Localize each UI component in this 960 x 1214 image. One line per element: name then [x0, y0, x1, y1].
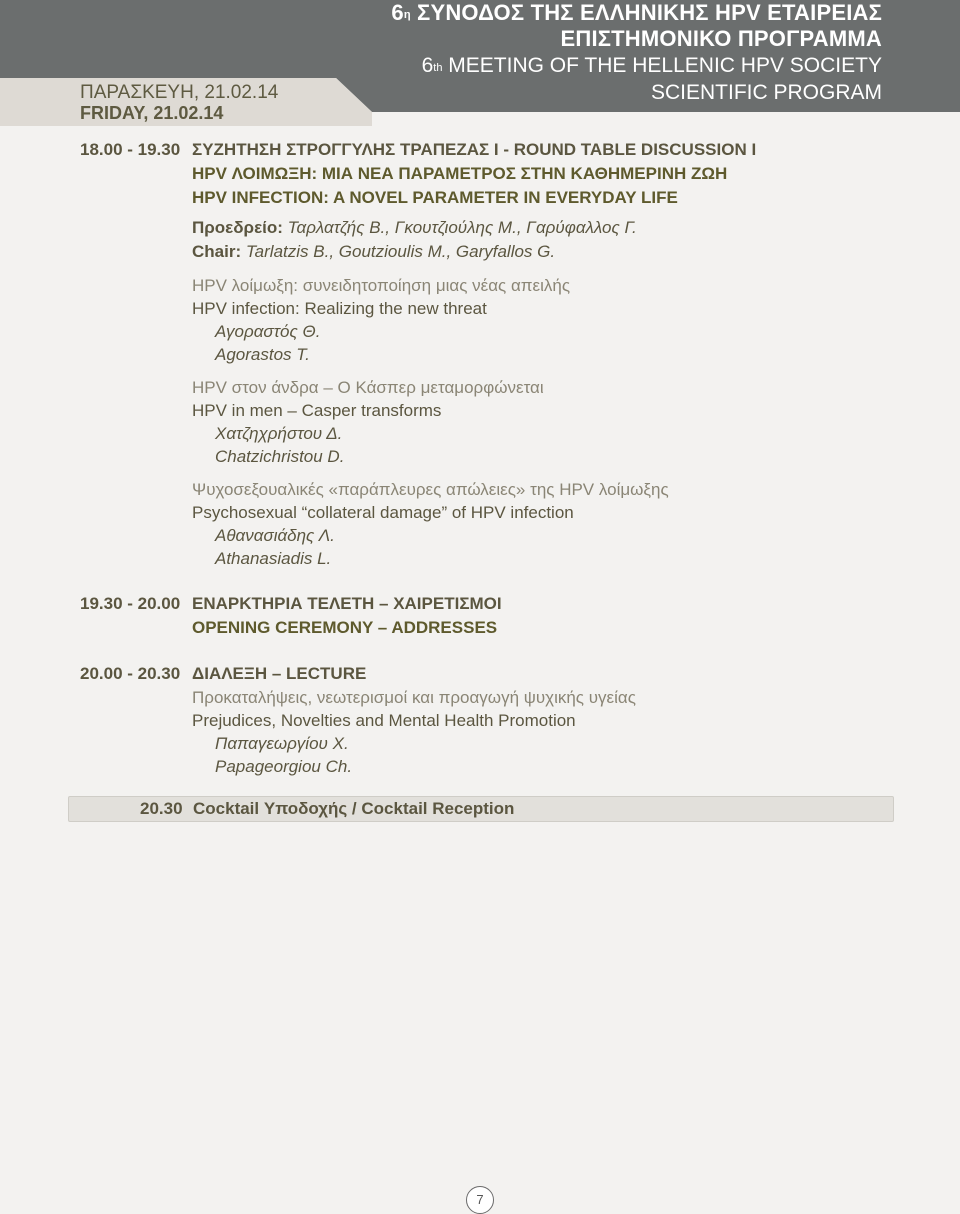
reception-label: Cocktail Υποδοχής / Cocktail Reception [193, 799, 515, 818]
session-subheading-english: HPV INFECTION: A NOVEL PARAMETER IN EVERYDAY LIFE [192, 188, 678, 207]
session-subheading-greek: HPV ΛΟΙΜΩΞΗ: ΜΙΑ ΝΕΑ ΠΑΡΑΜΕΤΡΟΣ ΣΤΗΝ ΚΑΘΗΜΕΡΙΝΗ ΖΩΗ [192, 164, 728, 183]
speaker-greek: Αθανασιάδης Λ. [215, 526, 335, 545]
talk-title-english: HPV infection: Realizing the new threat [192, 299, 487, 318]
chair-english: Chair: Tarlatzis B., Goutzioulis M., Garyfallos G. [192, 242, 556, 261]
talk-item [192, 686, 900, 778]
session-heading: ΣΥΖΗΤΗΣΗ ΣΤΡΟΓΓΥΛΗΣ ΤΡΑΠΕΖΑΣ Ι - ROUND TABLE DISCUSSION I [192, 140, 757, 159]
session-heading: ΕΝΑΡΚΤΗΡΙΑ ΤΕΛΕΤΗ – ΧΑΙΡΕΤΙΣΜΟΙ [192, 594, 502, 613]
reception-bar [68, 796, 894, 822]
date-greek: ΠΑΡΑΣΚΕΥΗ, 21.02.14 [80, 82, 279, 103]
session-opening [80, 592, 900, 640]
chair-block [192, 216, 900, 264]
talk-title-english: Psychosexual “collateral damage” of HPV infection [192, 503, 574, 522]
session-time: 19.30 - 20.00 [80, 594, 181, 613]
session-time: 20.00 - 20.30 [80, 664, 181, 683]
session-time: 18.00 - 19.30 [80, 140, 181, 159]
talk-title-greek: HPV στον άνδρα – Ο Κάσπερ μεταμορφώνεται [192, 378, 544, 397]
talk-title-greek: Προκαταλήψεις, νεωτερισμοί και προαγωγή ψυχικής υγείας [192, 688, 636, 707]
conference-title [391, 0, 882, 106]
date-english: FRIDAY, 21.02.14 [80, 103, 224, 123]
talk-title-english: HPV in men – Casper transforms [192, 401, 442, 420]
session-heading: ΔΙΑΛΕΞΗ – LECTURE [192, 664, 367, 683]
speaker-english: Athanasiadis L. [215, 549, 332, 568]
session-subheading-english: OPENING CEREMONY – ADDRESSES [192, 618, 498, 637]
talk-title-greek: Ψυχοσεξουαλικές «παράπλευρες απώλειες» της HPV λοίμωξης [192, 480, 669, 499]
page-header [0, 0, 960, 126]
talk-item [192, 274, 900, 366]
speaker-english: Papageorgiou Ch. [215, 757, 353, 776]
speaker-greek: Παπαγεωργίου Χ. [215, 734, 349, 753]
talk-title-greek: HPV λοίμωξη: συνειδητοποίηση μιας νέας απειλής [192, 276, 571, 295]
program-english: SCIENTIFIC PROGRAM [650, 81, 882, 104]
talk-item [192, 376, 900, 468]
title-english: 6th MEETING OF THE HELLENIC HPV SOCIETY [421, 54, 882, 77]
speaker-english: Chatzichristou D. [215, 447, 345, 466]
speaker-greek: Χατζηχρήστου Δ. [215, 424, 343, 443]
session-lecture [80, 662, 900, 778]
speaker-greek: Αγοραστός Θ. [215, 322, 321, 341]
page-number: 7 [466, 1186, 494, 1214]
reception-time: 20.30 [140, 799, 183, 818]
program-greek: ΕΠΙΣΤΗΜΟΝΙΚΟ ΠΡΟΓΡΑΜΜΑ [560, 26, 882, 51]
title-greek: $6^\eta$ ΣΥΝΟΔΟΣ ΤΗΣ ΕΛΛΗΝΙΚΗΣ HPV ΕΤΑΙΡΕΙΑΣ [391, 0, 882, 25]
chair-greek: Προεδρείο: Ταρλατζής Β., Γκουτζιούλης Μ., Γαρύφαλλος Γ. [192, 218, 637, 237]
speaker-english: Agorastos T. [215, 345, 310, 364]
session-round-table [80, 138, 900, 570]
talk-item [192, 478, 900, 570]
program-content [80, 138, 900, 778]
talk-title-english: Prejudices, Novelties and Mental Health Promotion [192, 711, 576, 730]
date-block [80, 82, 278, 124]
